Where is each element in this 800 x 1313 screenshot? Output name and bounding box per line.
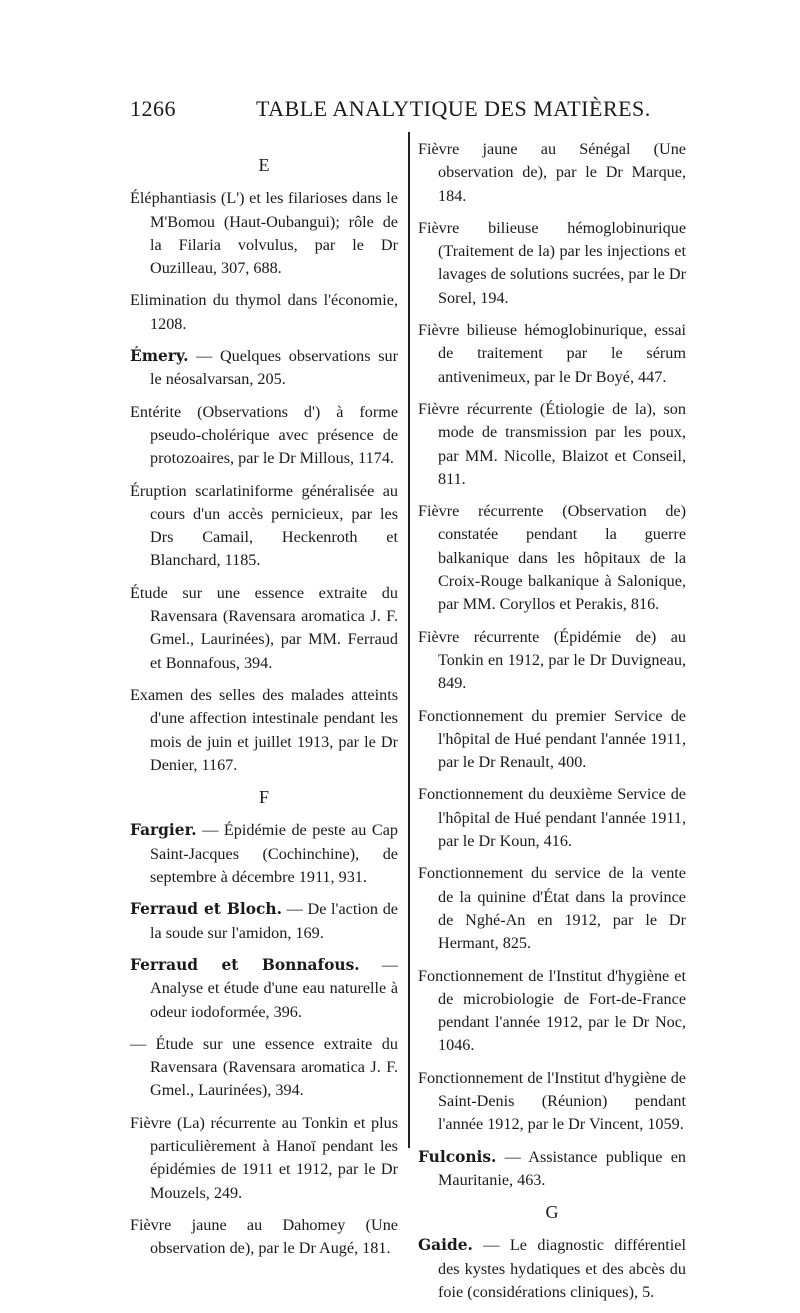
entry-text: Fièvre jaune au Sénégal (Une observation de), par le Dr Marque, 184. <box>418 140 686 205</box>
entry-text: — De l'action de la soude sur l'amidon, 169. <box>150 900 398 942</box>
entry-text: Éléphantiasis (L') et les filarioses dans le M'Bomou (Haut-Oubangui); rôle de la Filaria volvulus, par le Dr Ouzilleau, 307, 688. <box>130 189 398 278</box>
index-entry <box>418 705 686 775</box>
index-entry <box>130 345 398 392</box>
entry-text: Fonctionnement du deuxième Service de l'hôpital de Hué pendant l'année 1911, par le Dr Koun, 416. <box>418 785 686 851</box>
index-entry <box>130 1112 398 1205</box>
index-entry <box>418 783 686 853</box>
index-entry <box>130 819 398 889</box>
entry-text: — Assistance publique en Mauritanie, 463. <box>438 1147 686 1189</box>
entry-text: Fonctionnement du service de la vente de la quinine d'État dans la province de Nghé-An en 1912, par le Dr Hermant, 825. <box>418 864 686 953</box>
entry-text: Fièvre bilieuse hémoglobinurique, essai de traitement par le sérum antivenimeux, par le Dr Boyé, 447. <box>418 321 686 386</box>
entry-text: Fièvre récurrente (Étiologie de la), son mode de transmission par les poux, par MM. Nicolle, Blaizot et Conseil, 811. <box>418 399 686 488</box>
index-entry <box>418 1146 686 1193</box>
column-divider <box>408 132 410 1148</box>
index-entry <box>418 319 686 389</box>
entry-author: Fargier. <box>130 821 197 840</box>
entry-text: Fièvre bilieuse hémoglobinurique (Traitement de la) par les injections et lavages de solutions sucrées, par le Dr Sorel, 194. <box>418 218 686 307</box>
entry-author: Émery. <box>130 347 189 366</box>
entry-text: Éruption scarlatiniforme généralisée au cours d'un accès pernicieux, par les Drs Camail, Heckenroth et Blanchard, 1185. <box>130 481 398 570</box>
index-entry <box>418 965 686 1058</box>
index-entry <box>130 289 398 336</box>
running-header <box>0 96 800 126</box>
entry-author: Fulconis. <box>418 1147 497 1166</box>
index-entry <box>418 500 686 616</box>
right-column <box>418 138 686 1313</box>
entry-author: Ferraud et Bloch. <box>130 900 282 919</box>
entry-text: Examen des selles des malades atteints d'une affection intestinale pendant les mois de juin et juillet 1913, par le Dr Denier, 1167. <box>130 685 398 774</box>
index-entry <box>418 862 686 955</box>
index-entry <box>418 398 686 491</box>
entry-author: Ferraud et Bonnafous. <box>130 955 360 974</box>
index-entry <box>130 401 398 471</box>
entry-text: — Épidémie de peste au Cap Saint-Jacques (Cochinchine), de septembre à décembre 1911, 931. <box>150 821 398 887</box>
index-entry <box>130 1033 398 1103</box>
entry-text: Fièvre récurrente (Épidémie de) au Tonkin en 1912, par le Dr Duvigneau, 849. <box>418 627 686 693</box>
index-entry <box>418 217 686 310</box>
index-entry <box>130 954 398 1024</box>
entry-text: Fièvre jaune au Dahomey (Une observation de), par le Dr Augé, 181. <box>130 1215 398 1258</box>
index-entry <box>130 1214 398 1261</box>
index-entry <box>130 187 398 280</box>
entry-author: Gaide. <box>418 1236 473 1255</box>
entry-text: — Analyse et étude d'une eau naturelle à odeur iodoformée, 396. <box>150 955 399 1021</box>
index-entry <box>130 684 398 777</box>
entry-text: Fièvre (La) récurrente au Tonkin et plus particulièrement à Hanoï pendant les épidémies de 1911 et 1912, par le Dr Mouzels, 249. <box>130 1113 398 1202</box>
entry-text: Fonctionnement du premier Service de l'hôpital de Hué pendant l'année 1911, par le Dr Renault, 400. <box>418 706 686 772</box>
entry-text: Entérite (Observations d') à forme pseudo-cholérique avec présence de protozoaires, par le Dr Millous, 1174. <box>130 402 398 468</box>
index-entry <box>130 898 398 945</box>
entry-text: Fonctionnement de l'Institut d'hygiène de Saint-Denis (Réunion) pendant l'année 1912, par le Dr Vincent, 1059. <box>418 1068 686 1134</box>
section-letter: E <box>258 155 270 175</box>
entry-text: — Étude sur une essence extraite du Ravensara (Ravensara aromatica J. F. Gmel., Laurinées), 394. <box>130 1034 398 1100</box>
index-entry <box>418 1067 686 1137</box>
entry-text: Elimination du thymol dans l'économie, 1208. <box>130 291 398 333</box>
index-entry <box>418 626 686 696</box>
entry-text: — Quelques observations sur le néosalvarsan, 205. <box>150 347 398 389</box>
index-entry <box>418 138 686 208</box>
entry-text: Étude sur une essence extraite du Ravensara (Ravensara aromatica J. F. Gmel., Laurinées), par MM. Ferraud et Bonnafous, 394. <box>130 583 398 672</box>
section-letter: G <box>545 1202 559 1223</box>
section-letter: F <box>258 787 269 808</box>
entry-text: Fièvre récurrente (Observation de) constatée pendant la guerre balkanique dans les hôpitaux de la Croix-Rouge balkanique à Salonique, par MM. Coryllos et Perakis, 816. <box>418 502 686 614</box>
running-title: TABLE ANALYTIQUE DES MATIÈRES. <box>256 96 651 121</box>
entry-text: — Le diagnostic différentiel des kystes hydatiques et des abcès du foie (considérations cliniques), 5. <box>438 1236 686 1302</box>
index-entry <box>130 582 398 675</box>
entry-text: Fonctionnement de l'Institut d'hygiène et de microbiologie de Fort-de-France pendant l'année 1912, par le Dr Noc, 1046. <box>418 966 686 1055</box>
index-entry <box>130 480 398 573</box>
page-number: 1266 <box>130 96 176 121</box>
left-column <box>130 138 398 1269</box>
